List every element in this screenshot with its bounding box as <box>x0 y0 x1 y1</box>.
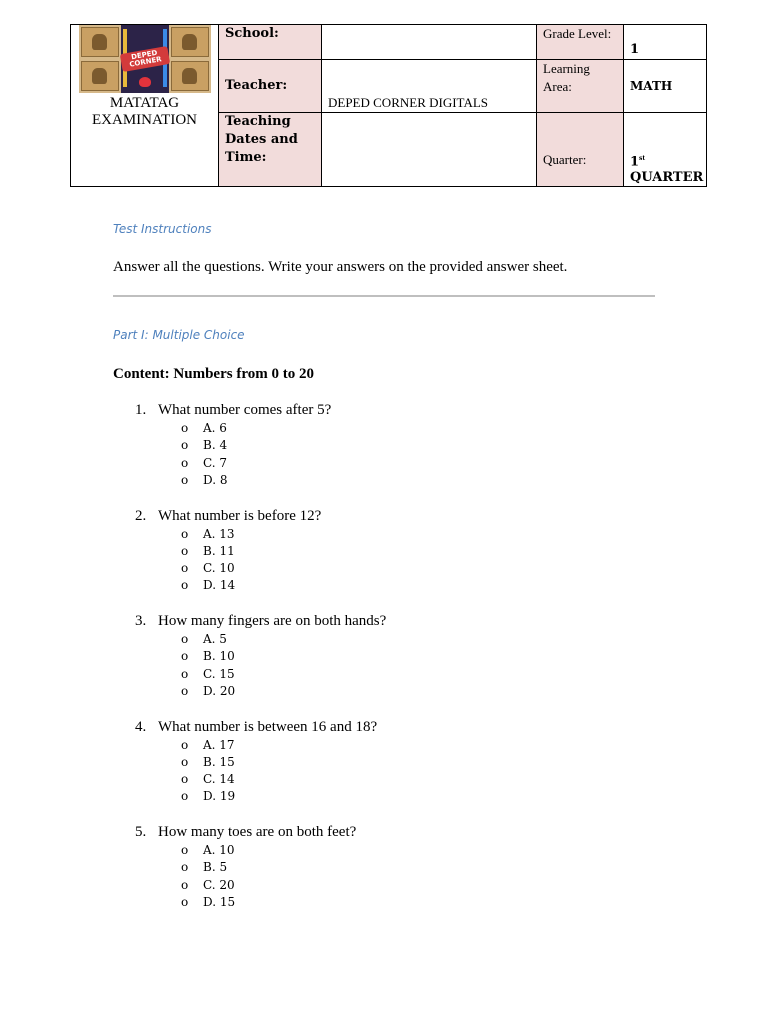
option-list <box>181 842 235 911</box>
bullet-icon: o <box>181 789 189 804</box>
bullet-icon: o <box>181 526 189 541</box>
option-list <box>181 526 235 595</box>
question-text: What number comes after 5? <box>158 402 332 418</box>
question-text: What number is before 12? <box>158 507 322 524</box>
option-text: A. 5 <box>203 632 227 646</box>
answer-option <box>181 737 235 754</box>
school-label: School: <box>219 25 322 60</box>
option-text: A. 6 <box>203 421 227 435</box>
bullet-icon: o <box>181 472 189 487</box>
question-number: 2. <box>135 507 147 524</box>
bullet-icon: o <box>181 754 189 769</box>
question-number: 1. <box>135 402 147 418</box>
bullet-icon: o <box>181 421 189 435</box>
bullet-icon: o <box>181 666 189 681</box>
option-list <box>181 631 235 700</box>
question-number: 4. <box>135 718 147 735</box>
option-text: A. 17 <box>203 737 235 752</box>
answer-option <box>181 771 235 788</box>
answer-option <box>181 543 235 560</box>
answer-option <box>181 788 235 805</box>
answer-option <box>181 666 235 683</box>
option-text: A. 10 <box>203 843 235 857</box>
option-list <box>181 737 235 806</box>
question-3 <box>135 612 386 630</box>
option-text: B. 10 <box>203 649 235 664</box>
option-text: C. 15 <box>203 666 235 681</box>
quarter-label: Quarter: <box>537 113 624 187</box>
teacher-label: Teacher: <box>219 60 322 113</box>
learning-area-value: MATH <box>624 60 707 113</box>
bullet-icon: o <box>181 772 189 787</box>
answer-option <box>181 455 227 472</box>
question-number: 3. <box>135 613 147 629</box>
teaching-dates-label: Teaching Dates and Time: <box>219 113 322 187</box>
question-1 <box>135 401 331 419</box>
quarter-value: 1st QUARTER <box>624 113 707 187</box>
bullet-icon: o <box>181 843 189 857</box>
bullet-icon: o <box>181 649 189 664</box>
option-text: B. 5 <box>203 860 228 875</box>
bullet-icon: o <box>181 455 189 470</box>
question-2 <box>135 507 321 525</box>
bullet-icon: o <box>181 561 189 576</box>
option-text: C. 7 <box>203 455 228 470</box>
option-text: B. 15 <box>203 754 235 769</box>
option-text: D. 20 <box>203 683 236 698</box>
bullet-icon: o <box>181 578 189 593</box>
deped-corner-logo <box>79 25 211 93</box>
answer-option <box>181 683 235 700</box>
answer-option <box>181 877 235 894</box>
logo-text: DEPED CORNER <box>119 46 169 72</box>
answer-option <box>181 577 235 594</box>
bullet-icon: o <box>181 632 189 646</box>
content-heading: Content: Numbers from 0 to 20 <box>113 366 314 382</box>
answer-option <box>181 526 235 543</box>
logo-cell <box>71 25 219 187</box>
bullet-icon: o <box>181 860 189 875</box>
school-value <box>322 25 537 60</box>
answer-option <box>181 754 235 771</box>
teaching-dates-value <box>322 113 537 187</box>
option-text: D. 14 <box>203 578 236 593</box>
answer-option <box>181 842 235 859</box>
question-number: 5. <box>135 824 147 840</box>
answer-option <box>181 894 235 911</box>
grade-level-value: 1 <box>624 25 707 60</box>
grade-level-label: Grade Level: <box>537 25 624 60</box>
divider <box>113 295 655 297</box>
answer-option <box>181 437 227 454</box>
option-list <box>181 420 227 489</box>
question-text: What number is between 16 and 18? <box>158 718 378 735</box>
option-text: D. 15 <box>203 894 236 909</box>
option-text: C. 10 <box>203 561 235 576</box>
option-text: D. 19 <box>203 789 236 804</box>
question-4 <box>135 718 377 736</box>
bullet-icon: o <box>181 894 189 909</box>
answer-option <box>181 631 235 648</box>
option-text: A. 13 <box>203 526 235 541</box>
bullet-icon: o <box>181 438 189 453</box>
question-text: How many toes are on both feet? <box>158 824 357 840</box>
option-text: C. 14 <box>203 772 235 787</box>
answer-option <box>181 420 227 437</box>
learning-area-label: Learning Area: <box>537 60 624 113</box>
test-instructions-heading: Test Instructions <box>113 222 212 236</box>
question-5 <box>135 823 356 841</box>
bullet-icon: o <box>181 543 189 558</box>
answer-option <box>181 560 235 577</box>
answer-option <box>181 648 235 665</box>
question-text: How many fingers are on both hands? <box>158 613 387 629</box>
teacher-value: DEPED CORNER DIGITALS <box>322 60 537 113</box>
option-text: B. 4 <box>203 438 228 453</box>
option-text: D. 8 <box>203 472 228 487</box>
bullet-icon: o <box>181 683 189 698</box>
header-table <box>70 24 707 187</box>
option-text: B. 11 <box>203 543 235 558</box>
option-text: C. 20 <box>203 877 235 892</box>
part1-heading: Part I: Multiple Choice <box>113 328 245 342</box>
answer-option <box>181 472 227 489</box>
bullet-icon: o <box>181 877 189 892</box>
instructions-text: Answer all the questions. Write your answers on the provided answer sheet. <box>113 259 568 275</box>
answer-option <box>181 859 235 876</box>
exam-title: MATATAG EXAMINATION <box>92 95 197 128</box>
bullet-icon: o <box>181 737 189 752</box>
